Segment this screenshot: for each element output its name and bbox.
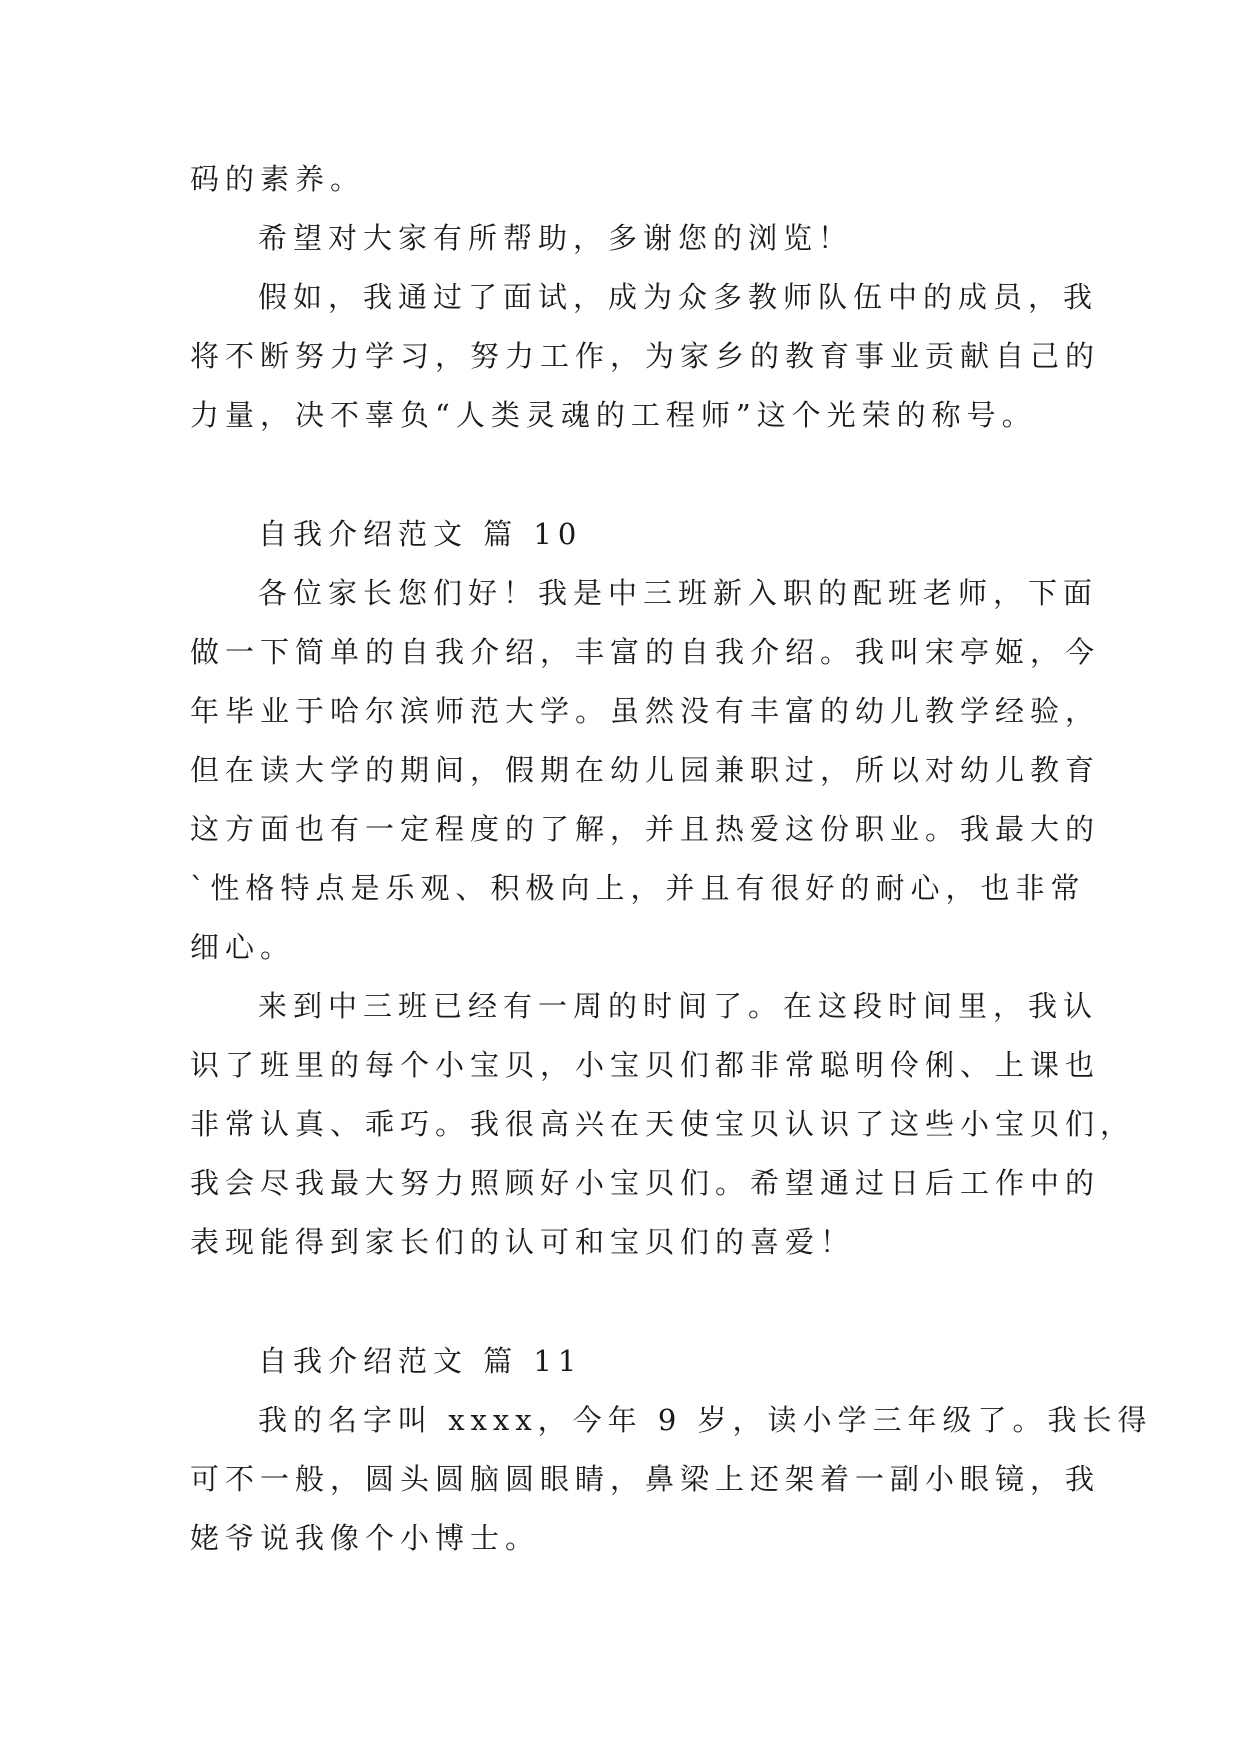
text-line: 非常认真、乖巧。我很高兴在天使宝贝认识了这些小宝贝们， (190, 1107, 1136, 1141)
text-line: 姥爷说我像个小博士。 (190, 1521, 541, 1555)
text-line: 这方面也有一定程度的了解，并且热爱这份职业。我最大的 (190, 812, 1101, 846)
text-line: 细心。 (190, 930, 296, 964)
text-line: 我会尽我最大努力照顾好小宝贝们。希望通过日后工作中的 (190, 1166, 1101, 1200)
text-line: 识了班里的每个小宝贝，小宝贝们都非常聪明伶俐、上课也 (190, 1048, 1101, 1082)
document-body (190, 150, 1153, 1568)
text-line: 希望对大家有所帮助，多谢您的浏览！ (258, 221, 854, 255)
text-line: 各位家长您们好！我是中三班新入职的配班老师，下面 (258, 576, 1099, 610)
text-line: 表现能得到家长们的认可和宝贝们的喜爱！ (190, 1225, 856, 1259)
section-heading-11: 自我介绍范文 篇 11 (258, 1344, 583, 1378)
text-line: 但在读大学的期间，假期在幼儿园兼职过，所以对幼儿教育 (190, 753, 1101, 787)
text-line: 做一下简单的自我介绍，丰富的自我介绍。我叫宋亭姬，今 (190, 635, 1101, 669)
text-line: 将不断努力学习，努力工作，为家乡的教育事业贡献自己的 (190, 339, 1101, 373)
text-line: 年毕业于哈尔滨师范大学。虽然没有丰富的幼儿教学经验， (190, 694, 1101, 728)
text-line: 假如，我通过了面试，成为众多教师队伍中的成员，我 (258, 280, 1099, 314)
text-line: 力量，决不辜负“人类灵魂的工程师”这个光荣的称号。 (190, 398, 1037, 432)
section-gap (190, 1272, 1060, 1332)
section-heading-10: 自我介绍范文 篇 10 (258, 517, 583, 551)
text-line: 可不一般，圆头圆脑圆眼睛，鼻梁上还架着一副小眼镜，我 (190, 1462, 1101, 1496)
section-gap (190, 445, 1060, 505)
text-line: `性格特点是乐观、积极向上，并且有很好的耐心，也非常 (190, 871, 1086, 905)
text-line: 码的素养。 (190, 162, 366, 196)
text-line: 我的名字叫 xxxx，今年 9 岁，读小学三年级了。我长得 (258, 1403, 1153, 1437)
text-line: 来到中三班已经有一周的时间了。在这段时间里，我认 (258, 989, 1099, 1023)
